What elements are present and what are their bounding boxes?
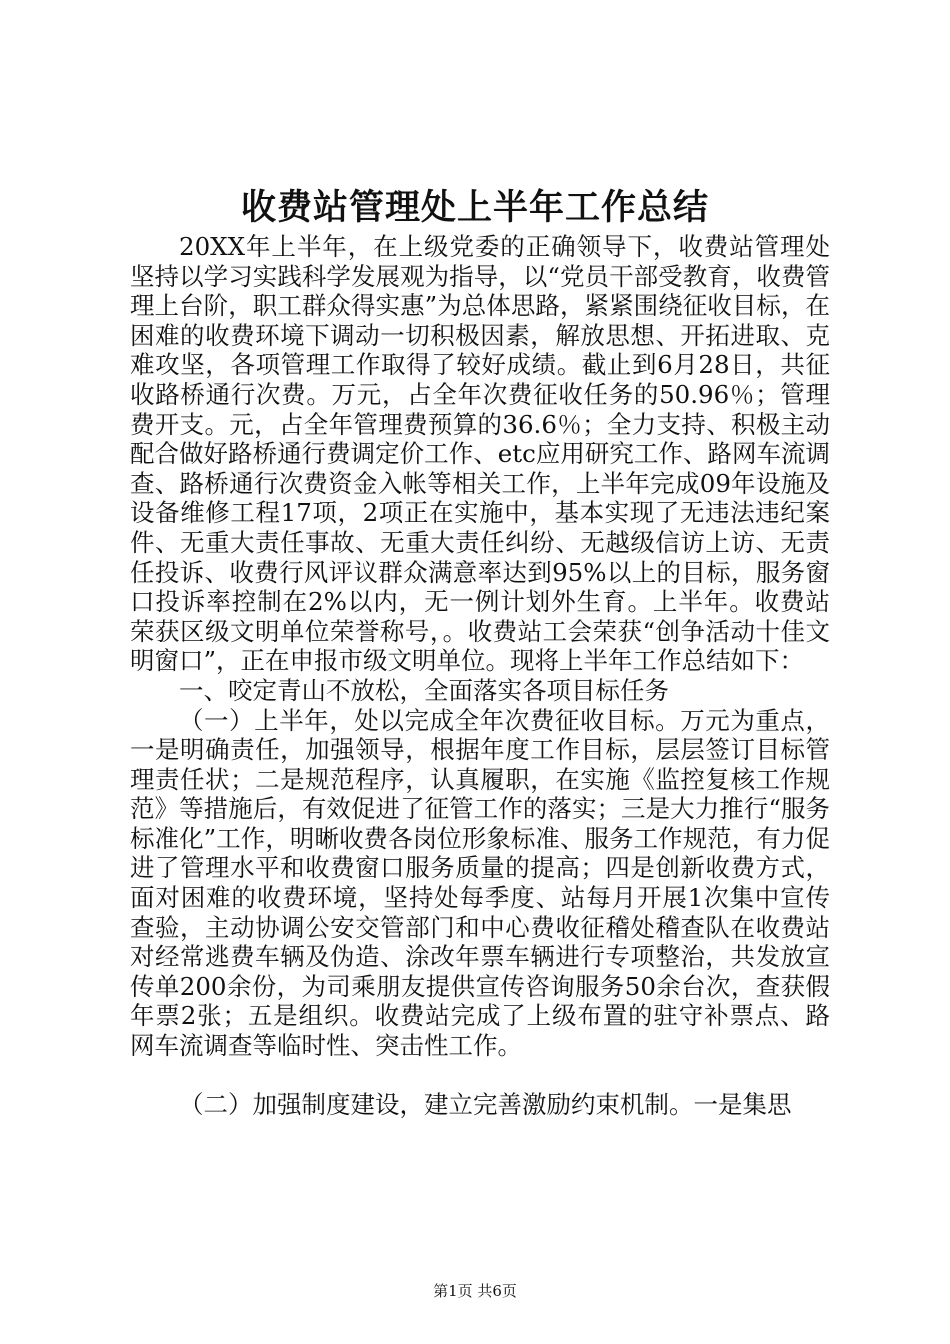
page-number: 第1页 共6页 — [433, 1282, 517, 1300]
section-heading: 一、咬定青山不放松，全面落实各项目标任务 — [179, 675, 669, 705]
subsection-paragraph-1: （一）上半年，处以完成全年次费征收目标。万元为重点，一是明确责任，加强领导，根据年度工作目标，层层签订目标管理责任状；二是规范程序，认真履职，在实施《监控复核工作规范》等措施后，有效促进了征管工作的落实；三是大力推行“服务标准化”工作，明晰收费各岗位形象标准、服务工作规范，有力促进了管理水平和收费窗口服务质量的提高；四是创新收费方式，面对困难的收费环境，坚持处每季度、站每月开展1次集中宣传查验，主动协调公安交管部门和中心费收征稽处稽查队在收费站对经常逃费车辆及伪造、涂改年票车辆进行专项整治，共发放宣传单200余份，为司乘朋友提供宣传咨询服务50余台次，查获假年票2张；五是组织。收费站完成了上级布置的驻守补票点、路网车流调查等临时性、突击性工作。 — [130, 705, 830, 1061]
subsection-paragraph-2: （二）加强制度建设，建立完善激励约束机制。一是集思 — [179, 1090, 792, 1120]
document-body — [130, 232, 830, 1120]
document-title: 收费站管理处上半年工作总结 — [240, 188, 709, 228]
intro-paragraph: 20XX年上半年，在上级党委的正确领导下，收费站管理处坚持以学习实践科学发展观为指导，以“党员干部受教育，收费管理上台阶，职工群众得实惠”为总体思路，紧紧围绕征收目标，在困难的收费环境下调动一切积极因素，解放思想、开拓进取、克难攻坚，各项管理工作取得了较好成绩。截止到6月28日，共征收路桥通行次费。万元，占全年次费征收任务的50.96％；管理费开支。元，占全年管理费预算的36.6％；全力支持、积极主动配合做好路桥通行费调定价工作、etc应用研究工作、路网车流调查、路桥通行次费资金入帐等相关工作，上半年完成09年设施及设备维修工程17项，2项正在实施中，基本实现了无违法违纪案件、无重大责任事故、无重大责任纠纷、无越级信访上访、无责任投诉、收费行风评议群众满意率达到95%以上的目标，服务窗口投诉率控制在2%以内，无一例计划外生育。上半年。收费站荣获区级文明单位荣誉称号，。收费站工会荣获“创争活动十佳文明窗口”，正在申报市级文明单位。现将上半年工作总结如下： — [130, 232, 830, 676]
